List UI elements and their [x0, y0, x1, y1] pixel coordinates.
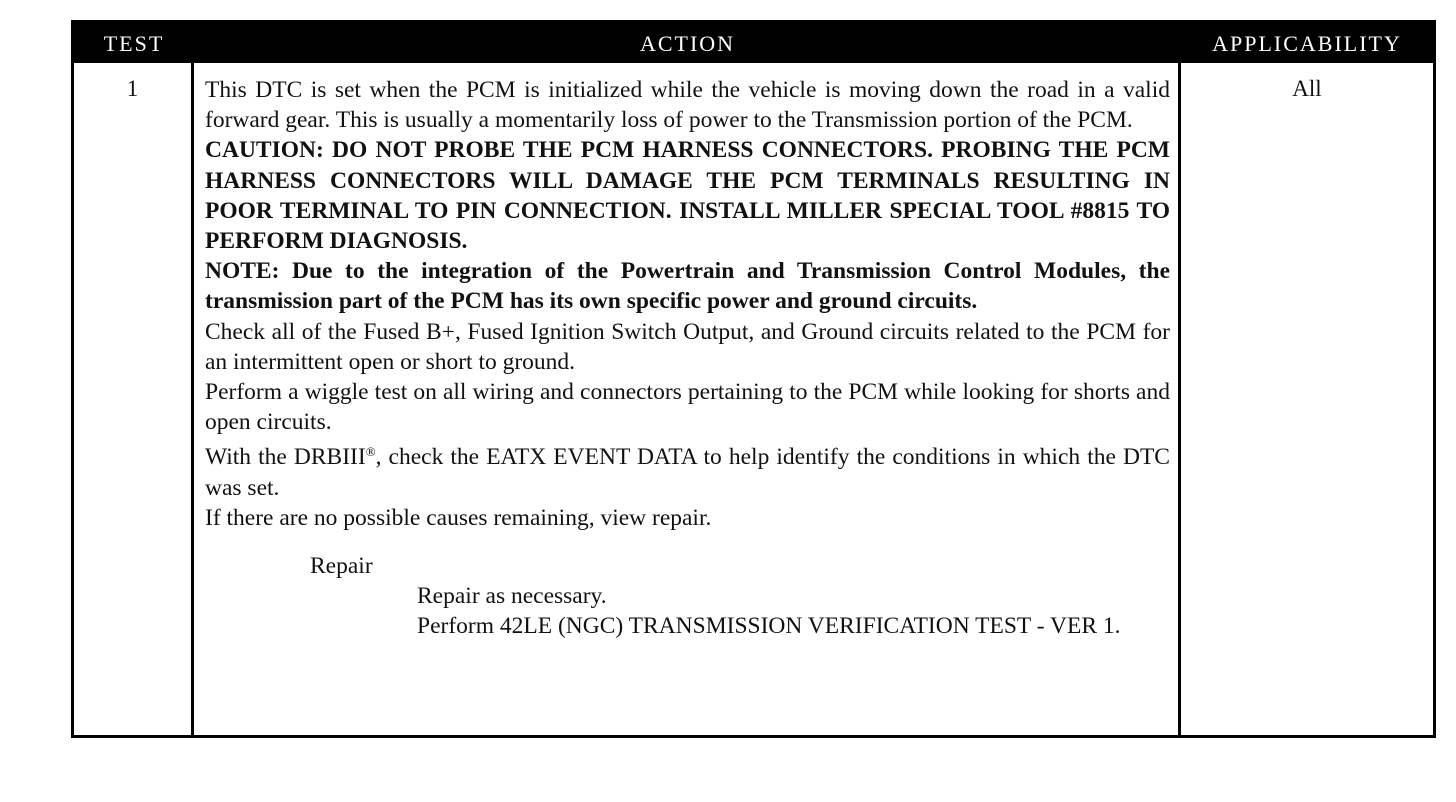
event-data-text-end: , check the EATX EVENT DATA to help identify the conditions in which the DTC was set.: [205, 444, 1170, 501]
view-repair-paragraph: If there are no possible causes remaining, view repair.: [205, 504, 712, 531]
event-data-text-start: With the DRBIII: [205, 444, 366, 471]
header-action: ACTION: [639, 31, 736, 56]
header-test: TEST: [103, 31, 165, 56]
table-header-row: [74, 23, 1433, 63]
note-paragraph: NOTE: Due to the integration of the Powertrain and Transmission Control Modules, the transmission part of the PCM has its own specific power and ground circuits.: [205, 258, 1170, 315]
repair-section: [205, 551, 1170, 642]
description-paragraph: This DTC is set when the PCM is initialized while the vehicle is moving down the road in a valid forward gear. This is usually a momentarily loss of power to the Transmission portion of the PCM.: [205, 77, 1170, 134]
test-number: 1: [74, 63, 194, 735]
repair-label: Repair: [310, 553, 373, 580]
check-circuits-paragraph: Check all of the Fused B+, Fused Ignition Switch Output, and Ground circuits related to the PCM for an intermittent open or short to ground.: [205, 318, 1170, 375]
table-row: [74, 63, 1433, 735]
caution-paragraph: CAUTION: DO NOT PROBE THE PCM HARNESS CONNECTORS. PROBING THE PCM HARNESS CONNECTORS WILL DAMAGE THE PCM TERMINALS RESULTING IN POOR TERMINAL TO PIN CONNECTION. INSTALL MILLER SPECIAL TOOL #8815 TO PERFORM DIAGNOSIS.: [205, 137, 1170, 255]
header-applicability: APPLICABILITY: [1212, 31, 1402, 56]
diagnostic-table: [71, 20, 1436, 738]
event-data-paragraph: [205, 437, 1170, 502]
action-cell: [194, 63, 1181, 735]
repair-steps: [205, 581, 1170, 641]
applicability-value: All: [1292, 76, 1322, 101]
wiggle-test-paragraph: Perform a wiggle test on all wiring and connectors pertaining to the PCM while looking for shorts and open circuits.: [205, 379, 1170, 436]
registered-mark: ®: [365, 444, 376, 460]
repair-step: Perform 42LE (NGC) TRANSMISSION VERIFICATION TEST - VER 1.: [417, 613, 1121, 640]
repair-step: Repair as necessary.: [417, 583, 607, 610]
